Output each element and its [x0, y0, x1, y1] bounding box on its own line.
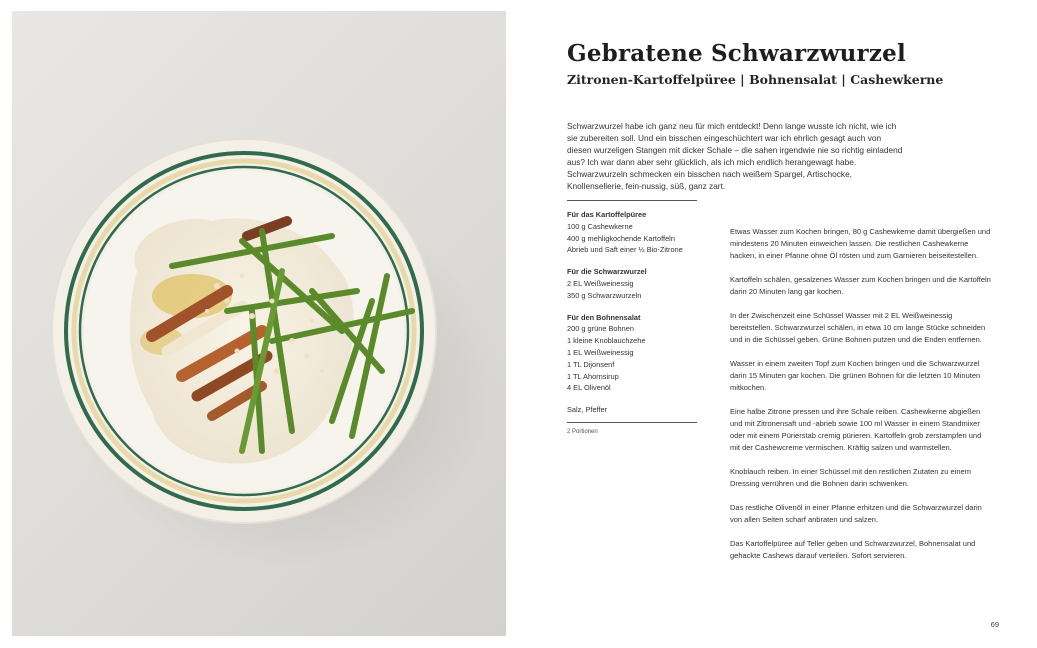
- food-photo: [12, 11, 506, 636]
- instruction-step: Das restliche Olivenöl in einer Pfanne erhitzen und die Schwarzwurzel darin von allen Seiten scharf anbraten und salzen.: [730, 503, 982, 524]
- instruction-step: Etwas Wasser zum Kochen bringen, 80 g Cashewkerne damit übergießen und mindestens 20 Minuten einweichen lassen. Die restlichen Cashewkerne hacken, in einer Pfanne ohne Öl rösten und zum Garnieren beiseitestellen.: [730, 227, 991, 260]
- ingredient-group-heading: Für den Bohnensalat: [567, 312, 641, 322]
- ingredient-item: 1 kleine Knoblauchzehe: [567, 336, 646, 346]
- ingredient-item: 350 g Schwarzwurzeln: [567, 290, 642, 300]
- ingredient-group-heading: Für die Schwarzwurzel: [567, 267, 647, 277]
- ingredient-item: Abrieb und Saft einer ½ Bio-Zitrone: [567, 245, 683, 255]
- ingredient-item: 400 g mehligkochende Kartoffeln: [567, 233, 675, 243]
- ingredient-item: 100 g Cashewkerne: [567, 221, 633, 231]
- ingredient-group-puree: [567, 209, 697, 256]
- ingredient-item: 200 g grüne Bohnen: [567, 324, 634, 334]
- ingredient-item: 1 TL Dijonsenf: [567, 359, 615, 369]
- ingredient-item: 4 EL Olivenöl: [567, 383, 611, 393]
- instruction-step: Das Kartoffelpüree auf Teller geben und Schwarzwurzel, Bohnensalat und gehackte Cashews darauf verteilen. Sofort servieren.: [730, 539, 976, 560]
- instruction-step: Knoblauch reiben. In einer Schüssel mit den restlichen Zutaten zu einem Dressing verrühren und die Bohnen darin schwenken.: [730, 467, 971, 488]
- divider: [567, 200, 697, 201]
- instruction-step: Kartoffeln schälen, gesalzenes Wasser zum Kochen bringen und die Kartoffeln darin 20 Minuten lang gar kochen.: [730, 275, 991, 296]
- ingredient-group-heading: Für das Kartoffelpüree: [567, 210, 647, 219]
- ingredient-group-beans: [567, 312, 697, 395]
- instruction-step: Wasser in einem zweiten Topf zum Kochen bringen und die Schwarzwurzel darin 15 Minuten gar kochen. Die grünen Bohnen für die letzten 10 Minuten mitkochen.: [730, 359, 981, 392]
- instructions: [730, 226, 992, 574]
- recipe-intro: Schwarzwurzel habe ich ganz neu für mich entdeckt! Denn lange wusste ich nicht, wie ich sie zubereiten soll. Und ein bisschen eingeschüchtert war ich ehrlich gesagt auch von diesen wurzeligen Stangen mit dicker Schale – die sahen irgendwie nie so richtig einladend aus? Ich war dann aber sehr glücklich, als ich mich endlich herangewagt habe. Schwarzwurzeln schmecken ein bisschen nach weißem Spargel, Artischocke, Knollensellerie, fein-nussig, süß, ganz zart.: [567, 121, 903, 191]
- seasoning: Salz, Pfeffer: [567, 405, 608, 415]
- instruction-step: In der Zwischenzeit eine Schüssel Wasser mit 2 EL Weißweinessig bereitstellen. Schwarzwurzel schälen, in etwa 10 cm lange Stücke schneiden und in die Schüssel geben. Grüne Bohnen putzen und die Enden entfernen.: [730, 311, 986, 344]
- page-number: 69: [990, 620, 999, 629]
- portions: 2 Portionen: [567, 428, 598, 435]
- plate-illustration: [12, 11, 506, 636]
- ingredient-item: 2 EL Weißweinessig: [567, 278, 634, 288]
- ingredient-group-salsify: [567, 266, 697, 301]
- instruction-step: Eine halbe Zitrone pressen und ihre Schale reiben. Cashewkerne abgießen und mit Zitronensaft und -abrieb sowie 100 ml Wasser in einem Standmixer oder mit einem Pürierstab cremig pürieren. Kartoffeln grob zerstampfen und mit der Cashewcreme vermischen. Kräftig salzen und warmstellen.: [730, 407, 982, 452]
- ingredient-item: 1 EL Weißweinessig: [567, 347, 634, 357]
- ingredient-item: 1 TL Ahornsirup: [567, 371, 619, 381]
- recipe-title: Gebratene Schwarzwurzel: [567, 40, 906, 67]
- divider: [567, 422, 697, 423]
- recipe-subtitle: Zitronen-Kartoffelpüree | Bohnensalat | Cashewkerne: [567, 72, 944, 87]
- ingredients-list: [567, 200, 697, 439]
